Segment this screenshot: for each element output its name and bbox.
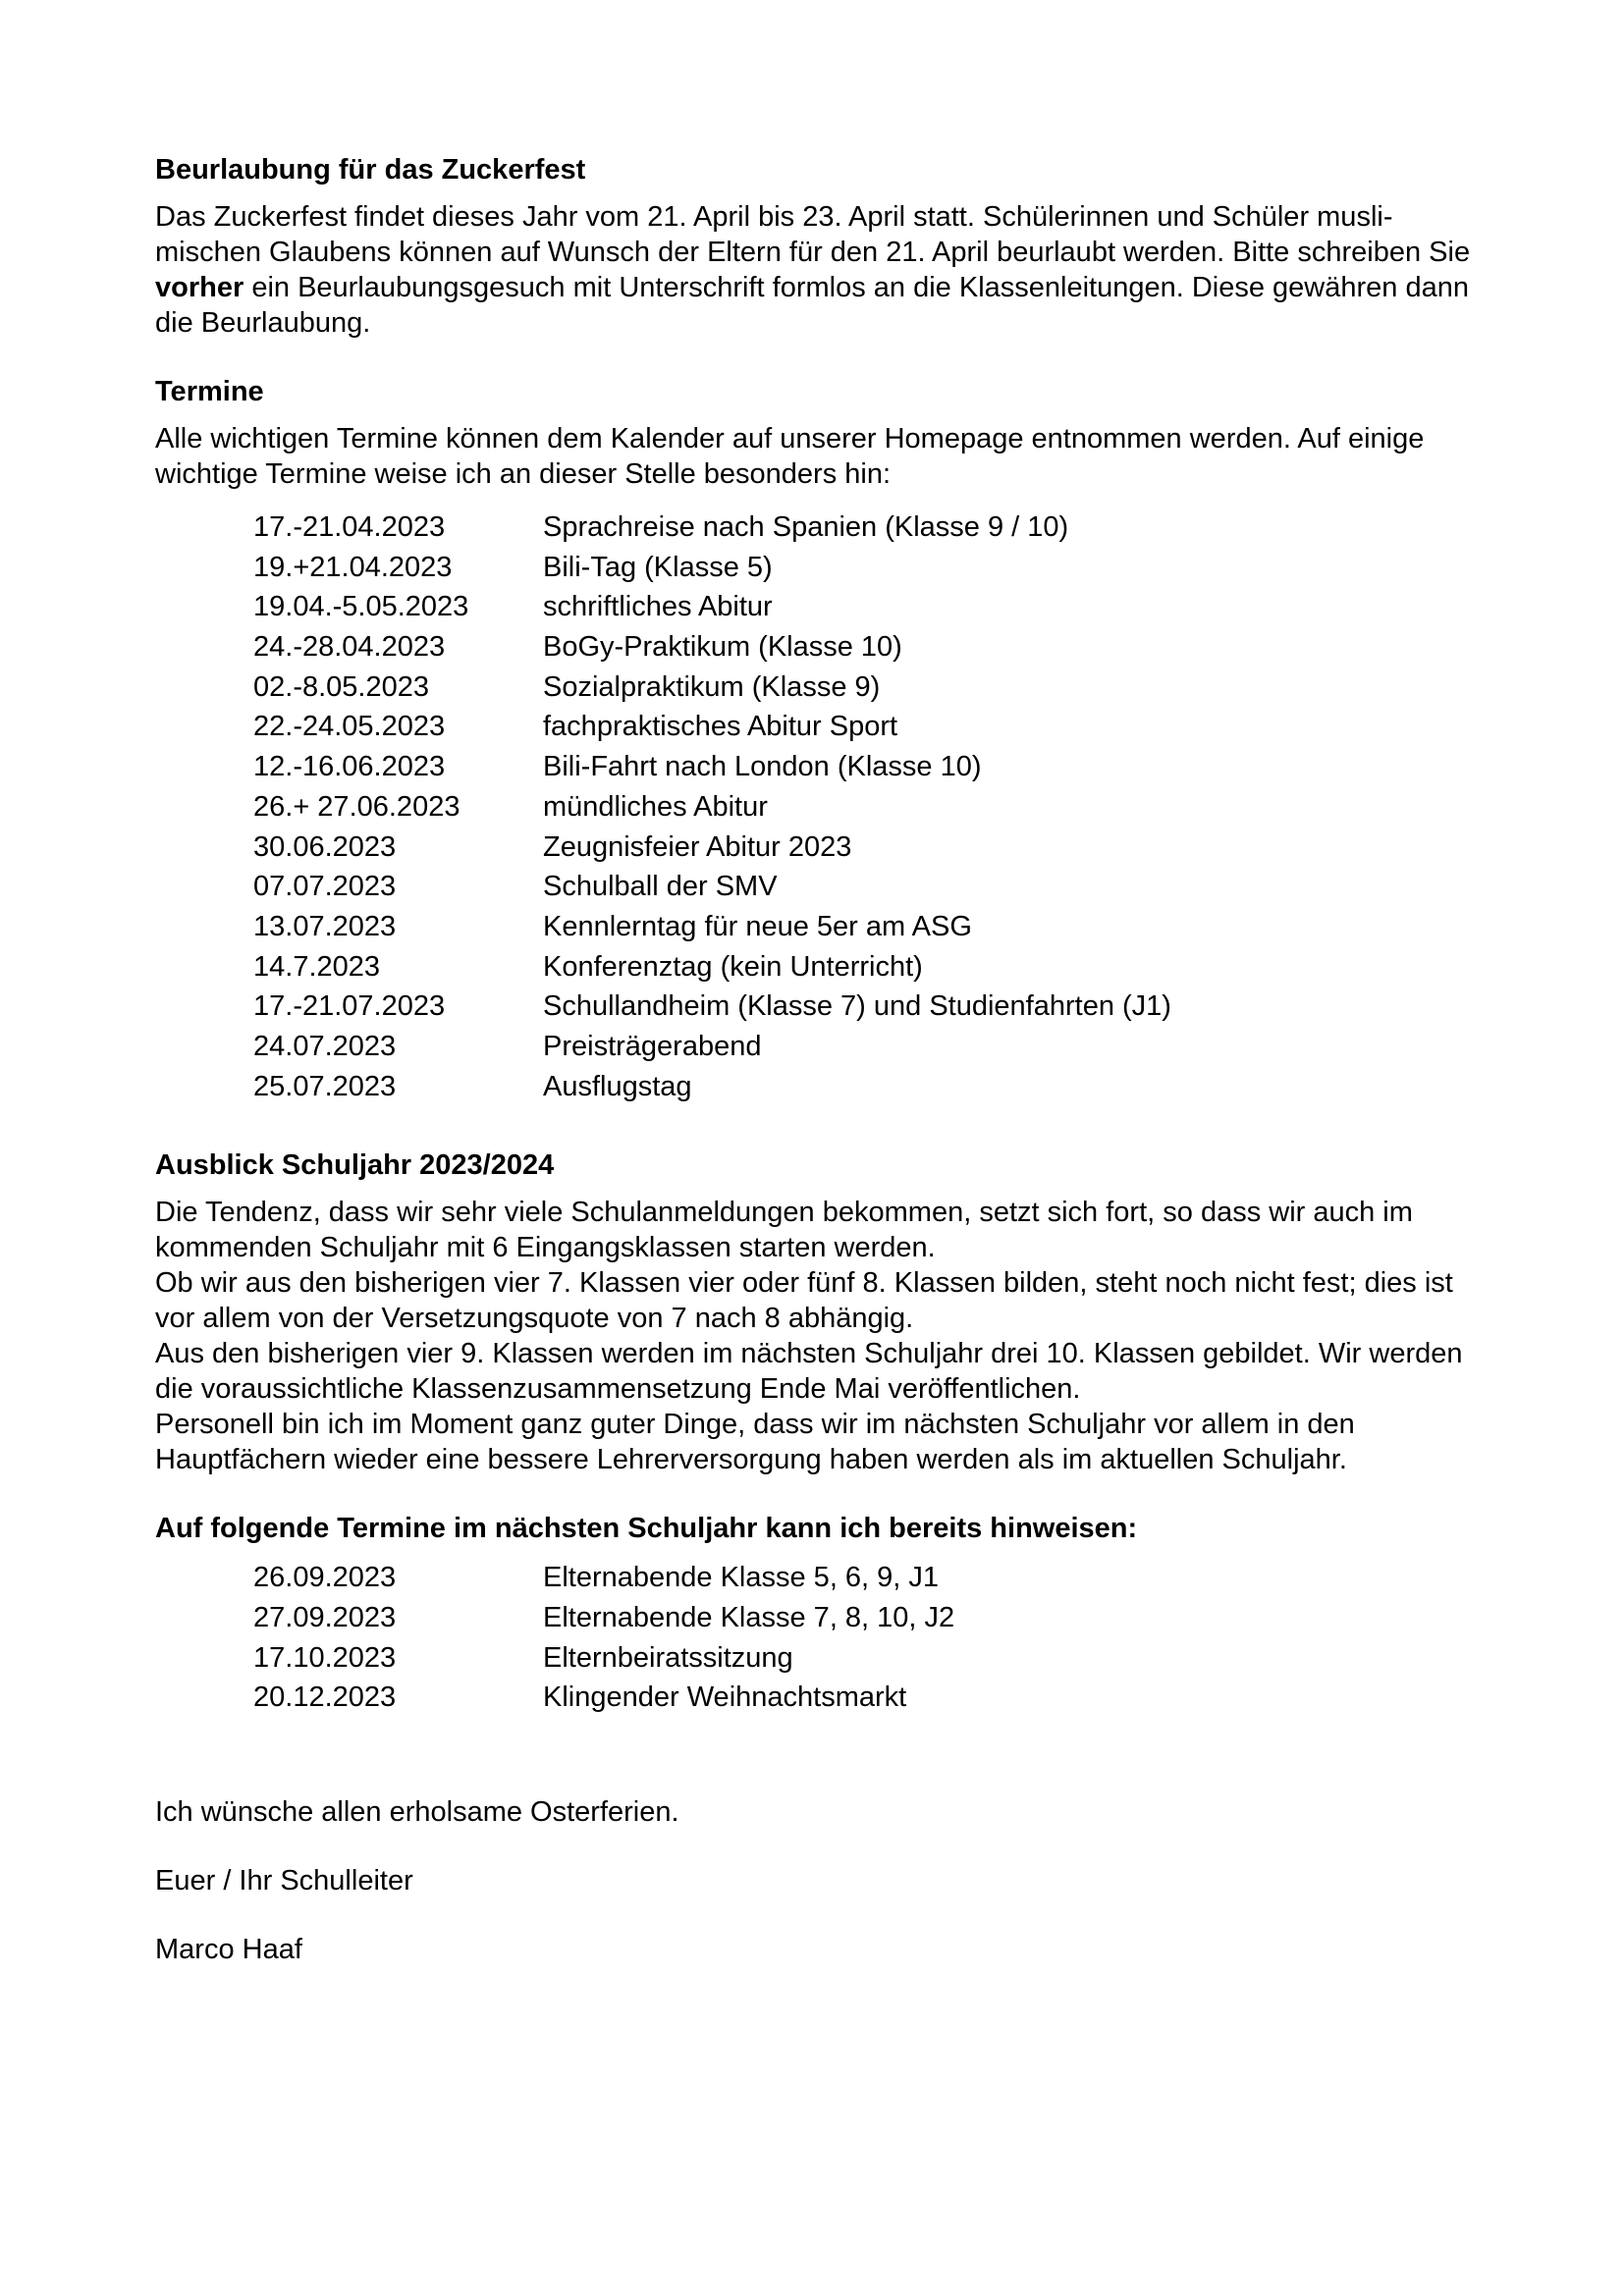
termin-event: Konferenztag (kein Unterricht): [543, 950, 923, 983]
termin-date: 26.+ 27.06.2023: [253, 790, 460, 823]
termin-event: Schulball der SMV: [543, 871, 778, 903]
section-termine: [155, 374, 1490, 1108]
termin-date: 17.-21.04.2023: [253, 511, 446, 543]
termin-date: 17.-21.07.2023: [253, 990, 446, 1023]
closing-greeting: Euer / Ihr Schulleiter: [155, 1865, 413, 1897]
termin-date: 20.12.2023: [253, 1682, 397, 1714]
termin-date: 30.06.2023: [253, 830, 397, 863]
heading-next-year: Auf folgende Termine im nächsten Schuljahr kann ich bereits hinweisen:: [155, 1513, 1138, 1545]
termin-event: Kennlerntag für neue 5er am ASG: [543, 910, 972, 942]
termin-event: Elternabende Klasse 5, 6, 9, J1: [543, 1562, 940, 1594]
table-row: [253, 1640, 954, 1681]
termin-date: 24.07.2023: [253, 1030, 397, 1062]
ausblick-line: Aus den bisherigen vier 9. Klassen werden im nächsten Schuljahr drei 10. Klassen gebildet. Wir werden die voraussichtliche Klassenzusammensetzung Ende Mai veröffentlichen.: [155, 1338, 1463, 1406]
termin-event: schriftliches Abitur: [543, 591, 773, 623]
table-row: [253, 988, 1171, 1029]
table-row: [253, 749, 1171, 789]
termin-event: Elternabende Klasse 7, 8, 10, J2: [543, 1602, 955, 1633]
termin-event: BoGy-Praktikum (Klasse 10): [543, 631, 902, 664]
termin-event: mündliches Abitur: [543, 790, 768, 823]
table-row: [253, 709, 1171, 749]
signer-name: Marco Haaf: [155, 1934, 302, 1966]
heading-beurlaubung: Beurlaubung für das Zuckerfest: [155, 154, 586, 186]
letter-page: [155, 152, 1490, 2001]
table-row: [253, 629, 1171, 669]
termin-event: Zeugnisfeier Abitur 2023: [543, 830, 852, 863]
beurlaubung-text-1: Das Zuckerfest findet dieses Jahr vom 21. April bis 23. April statt. Schülerinnen und Schüler musli-mischen Glaubens können auf Wunsch der Eltern für den 21. April beurlaubt werden. Bitte schreiben Sie: [155, 201, 1471, 268]
table-row: [253, 1069, 1171, 1109]
beurlaubung-bold-word: vorher: [155, 272, 244, 303]
table-row: [253, 550, 1171, 590]
termin-event: Sozialpraktikum (Klasse 9): [543, 670, 881, 703]
table-row: [253, 1600, 954, 1640]
termin-event: Elternbeiratssitzung: [543, 1641, 793, 1674]
ausblick-line: Die Tendenz, dass wir sehr viele Schulanmeldungen bekommen, setzt sich fort, so dass wir auch im kommenden Schuljahr mit 6 Eingangsklassen starten werden.: [155, 1197, 1413, 1264]
table-row: [253, 1560, 954, 1600]
termin-event: Ausflugstag: [543, 1070, 692, 1102]
table-row: [253, 669, 1171, 710]
section-next-year: [155, 1511, 1490, 1720]
heading-ausblick: Ausblick Schuljahr 2023/2024: [155, 1149, 555, 1182]
termin-date: 12.-16.06.2023: [253, 751, 446, 783]
beurlaubung-text-2: ein Beurlaubungsgesuch mit Unterschrift formlos an die Klassenleitungen. Diese gewähren dann die Beurlaubung.: [155, 272, 1469, 339]
termin-event: Bili-Fahrt nach London (Klasse 10): [543, 751, 982, 783]
table-row: [253, 589, 1171, 629]
termin-event: Klingender Weihnachtsmarkt: [543, 1682, 907, 1714]
paragraph-beurlaubung: [155, 199, 1490, 341]
termin-event: Bili-Tag (Klasse 5): [543, 551, 773, 583]
termin-date: 13.07.2023: [253, 910, 397, 942]
termin-event: fachpraktisches Abitur Sport: [543, 711, 898, 743]
termin-event: Preisträgerabend: [543, 1030, 762, 1062]
termin-date: 14.7.2023: [253, 950, 381, 983]
termin-date: 02.-8.05.2023: [253, 670, 429, 703]
termin-date: 17.10.2023: [253, 1641, 397, 1674]
section-ausblick: [155, 1148, 1490, 1477]
termin-date: 19.+21.04.2023: [253, 551, 453, 583]
termin-date: 27.09.2023: [253, 1602, 397, 1633]
termin-date: 25.07.2023: [253, 1070, 397, 1102]
table-row: [253, 789, 1171, 829]
ausblick-line: Ob wir aus den bisherigen vier 7. Klassen vier oder fünf 8. Klassen bilden, steht noch nicht fest; dies ist vor allem von der Versetzungsquote von 7 nach 8 abhängig.: [155, 1267, 1453, 1335]
termin-date: 26.09.2023: [253, 1562, 397, 1594]
termin-date: 19.04.-5.05.2023: [253, 591, 469, 623]
termin-date: 22.-24.05.2023: [253, 711, 446, 743]
ausblick-line: Personell bin ich im Moment ganz guter Dinge, dass wir im nächsten Schuljahr vor allem in den Hauptfächern wieder eine bessere Lehrerversorgung haben werden als im aktuellen Schuljahr.: [155, 1409, 1355, 1476]
closing-wish: Ich wünsche allen erholsame Osterferien.: [155, 1796, 679, 1829]
table-row: [253, 1029, 1171, 1069]
table-row: [253, 1680, 954, 1720]
section-beurlaubung: [155, 152, 1490, 341]
next-year-table: [253, 1560, 954, 1720]
heading-termine: Termine: [155, 376, 264, 407]
termin-event: Sprachreise nach Spanien (Klasse 9 / 10): [543, 511, 1069, 543]
termin-date: 07.07.2023: [253, 871, 397, 903]
table-row: [253, 869, 1171, 909]
table-row: [253, 949, 1171, 989]
termin-event: Schullandheim (Klasse 7) und Studienfahrten (J1): [543, 990, 1171, 1023]
table-row: [253, 909, 1171, 949]
closing: [155, 1794, 1490, 1967]
table-row: [253, 829, 1171, 870]
table-row: [253, 509, 1171, 550]
termin-date: 24.-28.04.2023: [253, 631, 446, 664]
termine-table: [253, 509, 1171, 1108]
termine-intro: Alle wichtigen Termine können dem Kalender auf unserer Homepage entnommen werden. Auf einige wichtige Termine weise ich an dieser Stelle besonders hin:: [155, 423, 1425, 490]
